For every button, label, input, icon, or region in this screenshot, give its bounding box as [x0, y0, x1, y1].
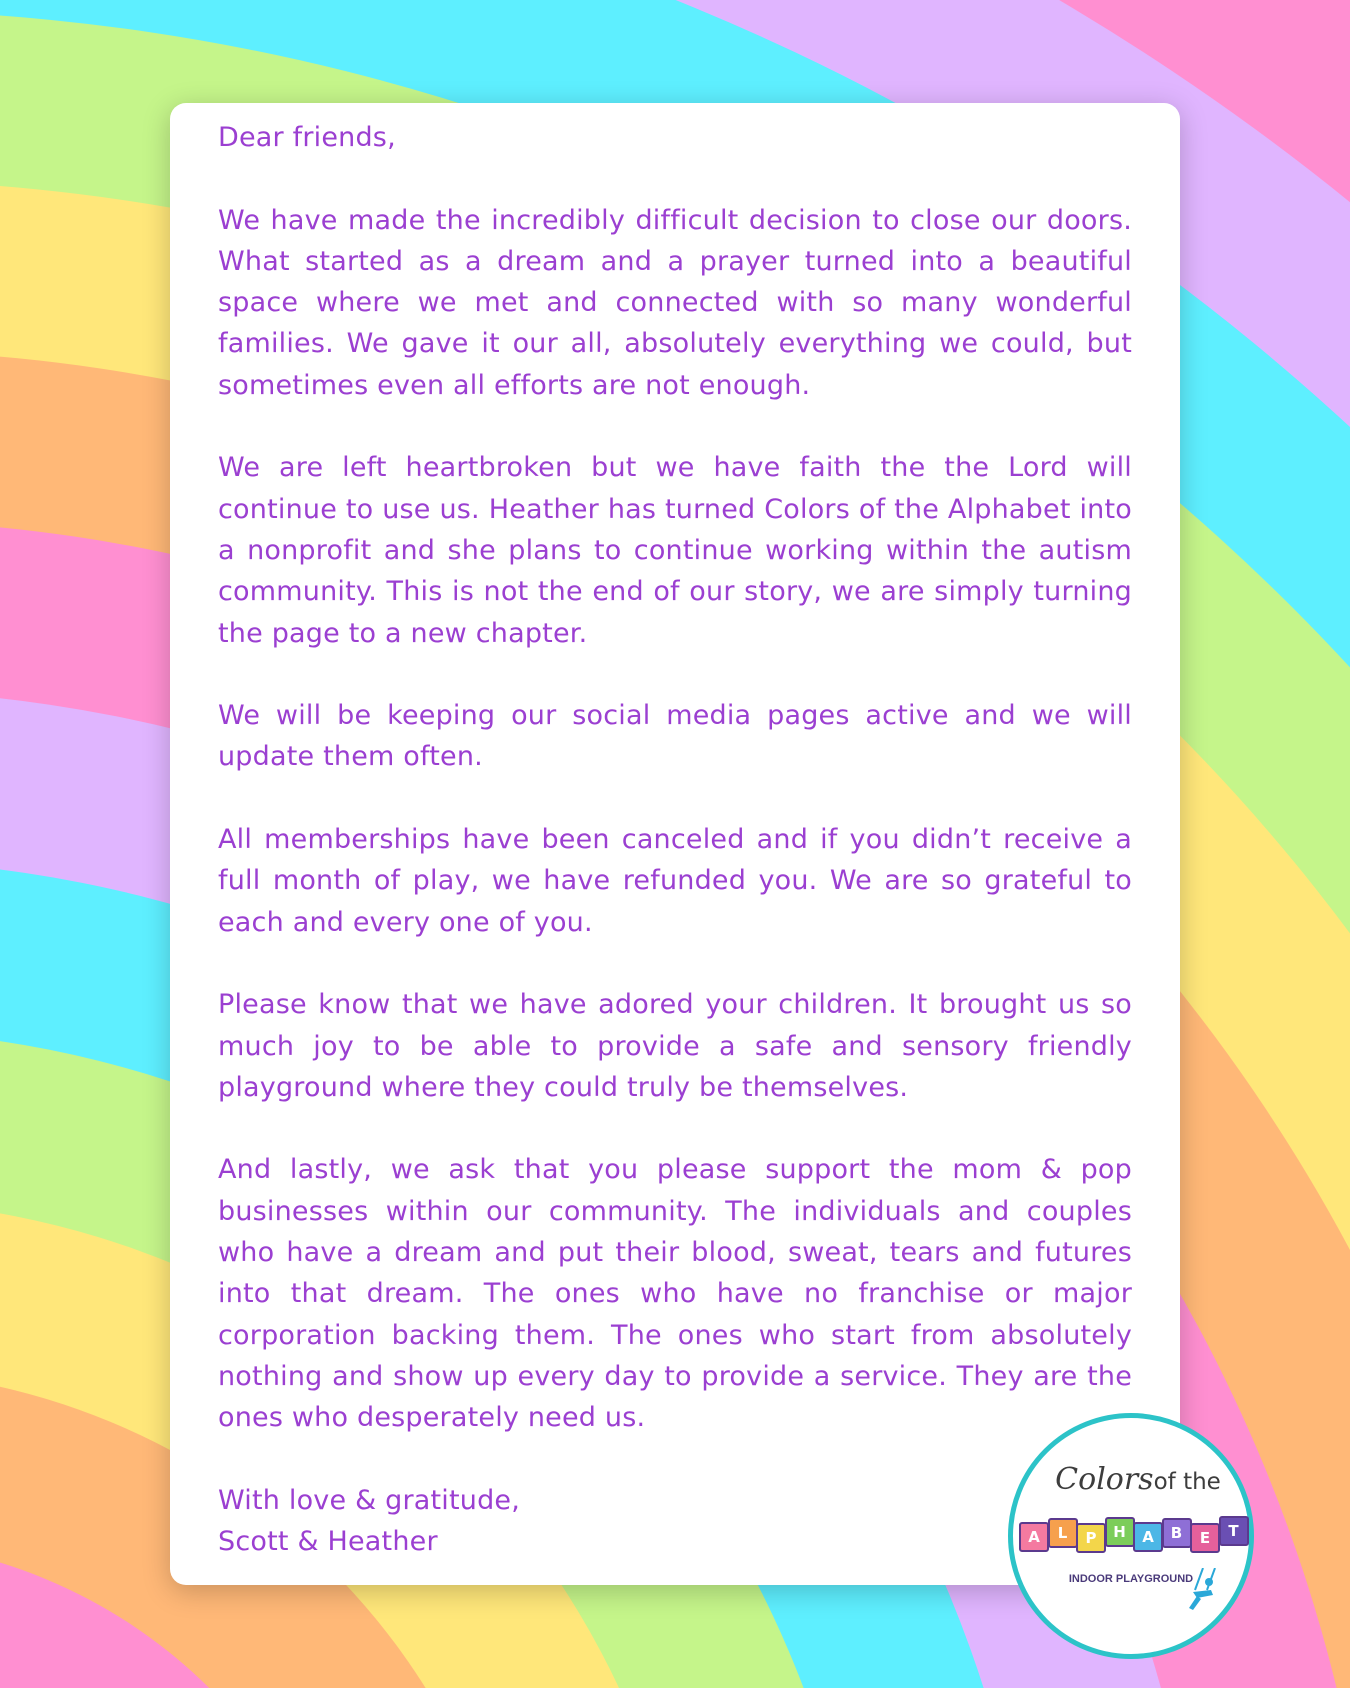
letter-paragraph: We have made the incredibly difficult decision to close our doors. What started as a dream and a prayer turned into a beautiful space where we met and connected with so many wonderful families. We gave it our all, absolutely everything we could, but sometimes even all efforts are not enough. [218, 204, 1132, 401]
logo-letter-block: A [1133, 1522, 1163, 1552]
letter-closing: With love & gratitude, [218, 1484, 521, 1516]
logo-script-small: of the [1153, 1469, 1221, 1495]
letter-paragraph: And lastly, we ask that you please support the mom & pop businesses within our community. The individuals and couples who have a dream and put their blood, sweat, tears and futures into that dream. The ones who have no franchise or major corporation backing them. The ones who start from absolutely nothing and show up every day to provide a service. They are the ones who desperately need us. [218, 1154, 1132, 1434]
logo-letter-blocks [1015, 1516, 1255, 1556]
logo-letter-block: B [1162, 1518, 1192, 1548]
letter-paragraph: All memberships have been canceled and if you didn’t receive a full month of play, we have refunded you. We are so grateful to each and every one of you. [218, 824, 1132, 938]
logo-letter-block: L [1048, 1518, 1078, 1548]
swinging-child-icon [1173, 1568, 1233, 1618]
logo-letter-block: T [1219, 1516, 1249, 1546]
letter-paragraph: We are left heartbroken but we have faith the the Lord will continue to use us. Heather has turned Colors of the Alphabet into a nonprofit and she plans to continue working within the autism community. This is not the end of our story, we are simply turning the page to a new chapter. [218, 452, 1132, 649]
logo-script-word: Colors [1055, 1462, 1154, 1497]
logo-subtitle: INDOOR PLAYGROUND [1068, 1573, 1194, 1585]
logo-letter-block: A [1019, 1522, 1049, 1552]
colors-of-the-alphabet-logo [1008, 1413, 1254, 1659]
logo-letter-block: P [1076, 1523, 1106, 1553]
letter-signoff [218, 1480, 1132, 1563]
logo-letter-block: H [1105, 1517, 1135, 1547]
logo-letter-block: E [1190, 1523, 1220, 1553]
logo-script-title [1043, 1462, 1233, 1497]
letter-greeting: Dear friends, [218, 122, 396, 153]
letter-card [170, 103, 1180, 1585]
letter-paragraph: We will be keeping our social media pages active and we will update them often. [218, 700, 1132, 773]
letter-signature: Scott & Heather [218, 1526, 438, 1558]
letter-paragraph: Please know that we have adored your children. It brought us so much joy to be able to provide a safe and sensory friendly playground where they could truly be themselves. [218, 989, 1132, 1103]
